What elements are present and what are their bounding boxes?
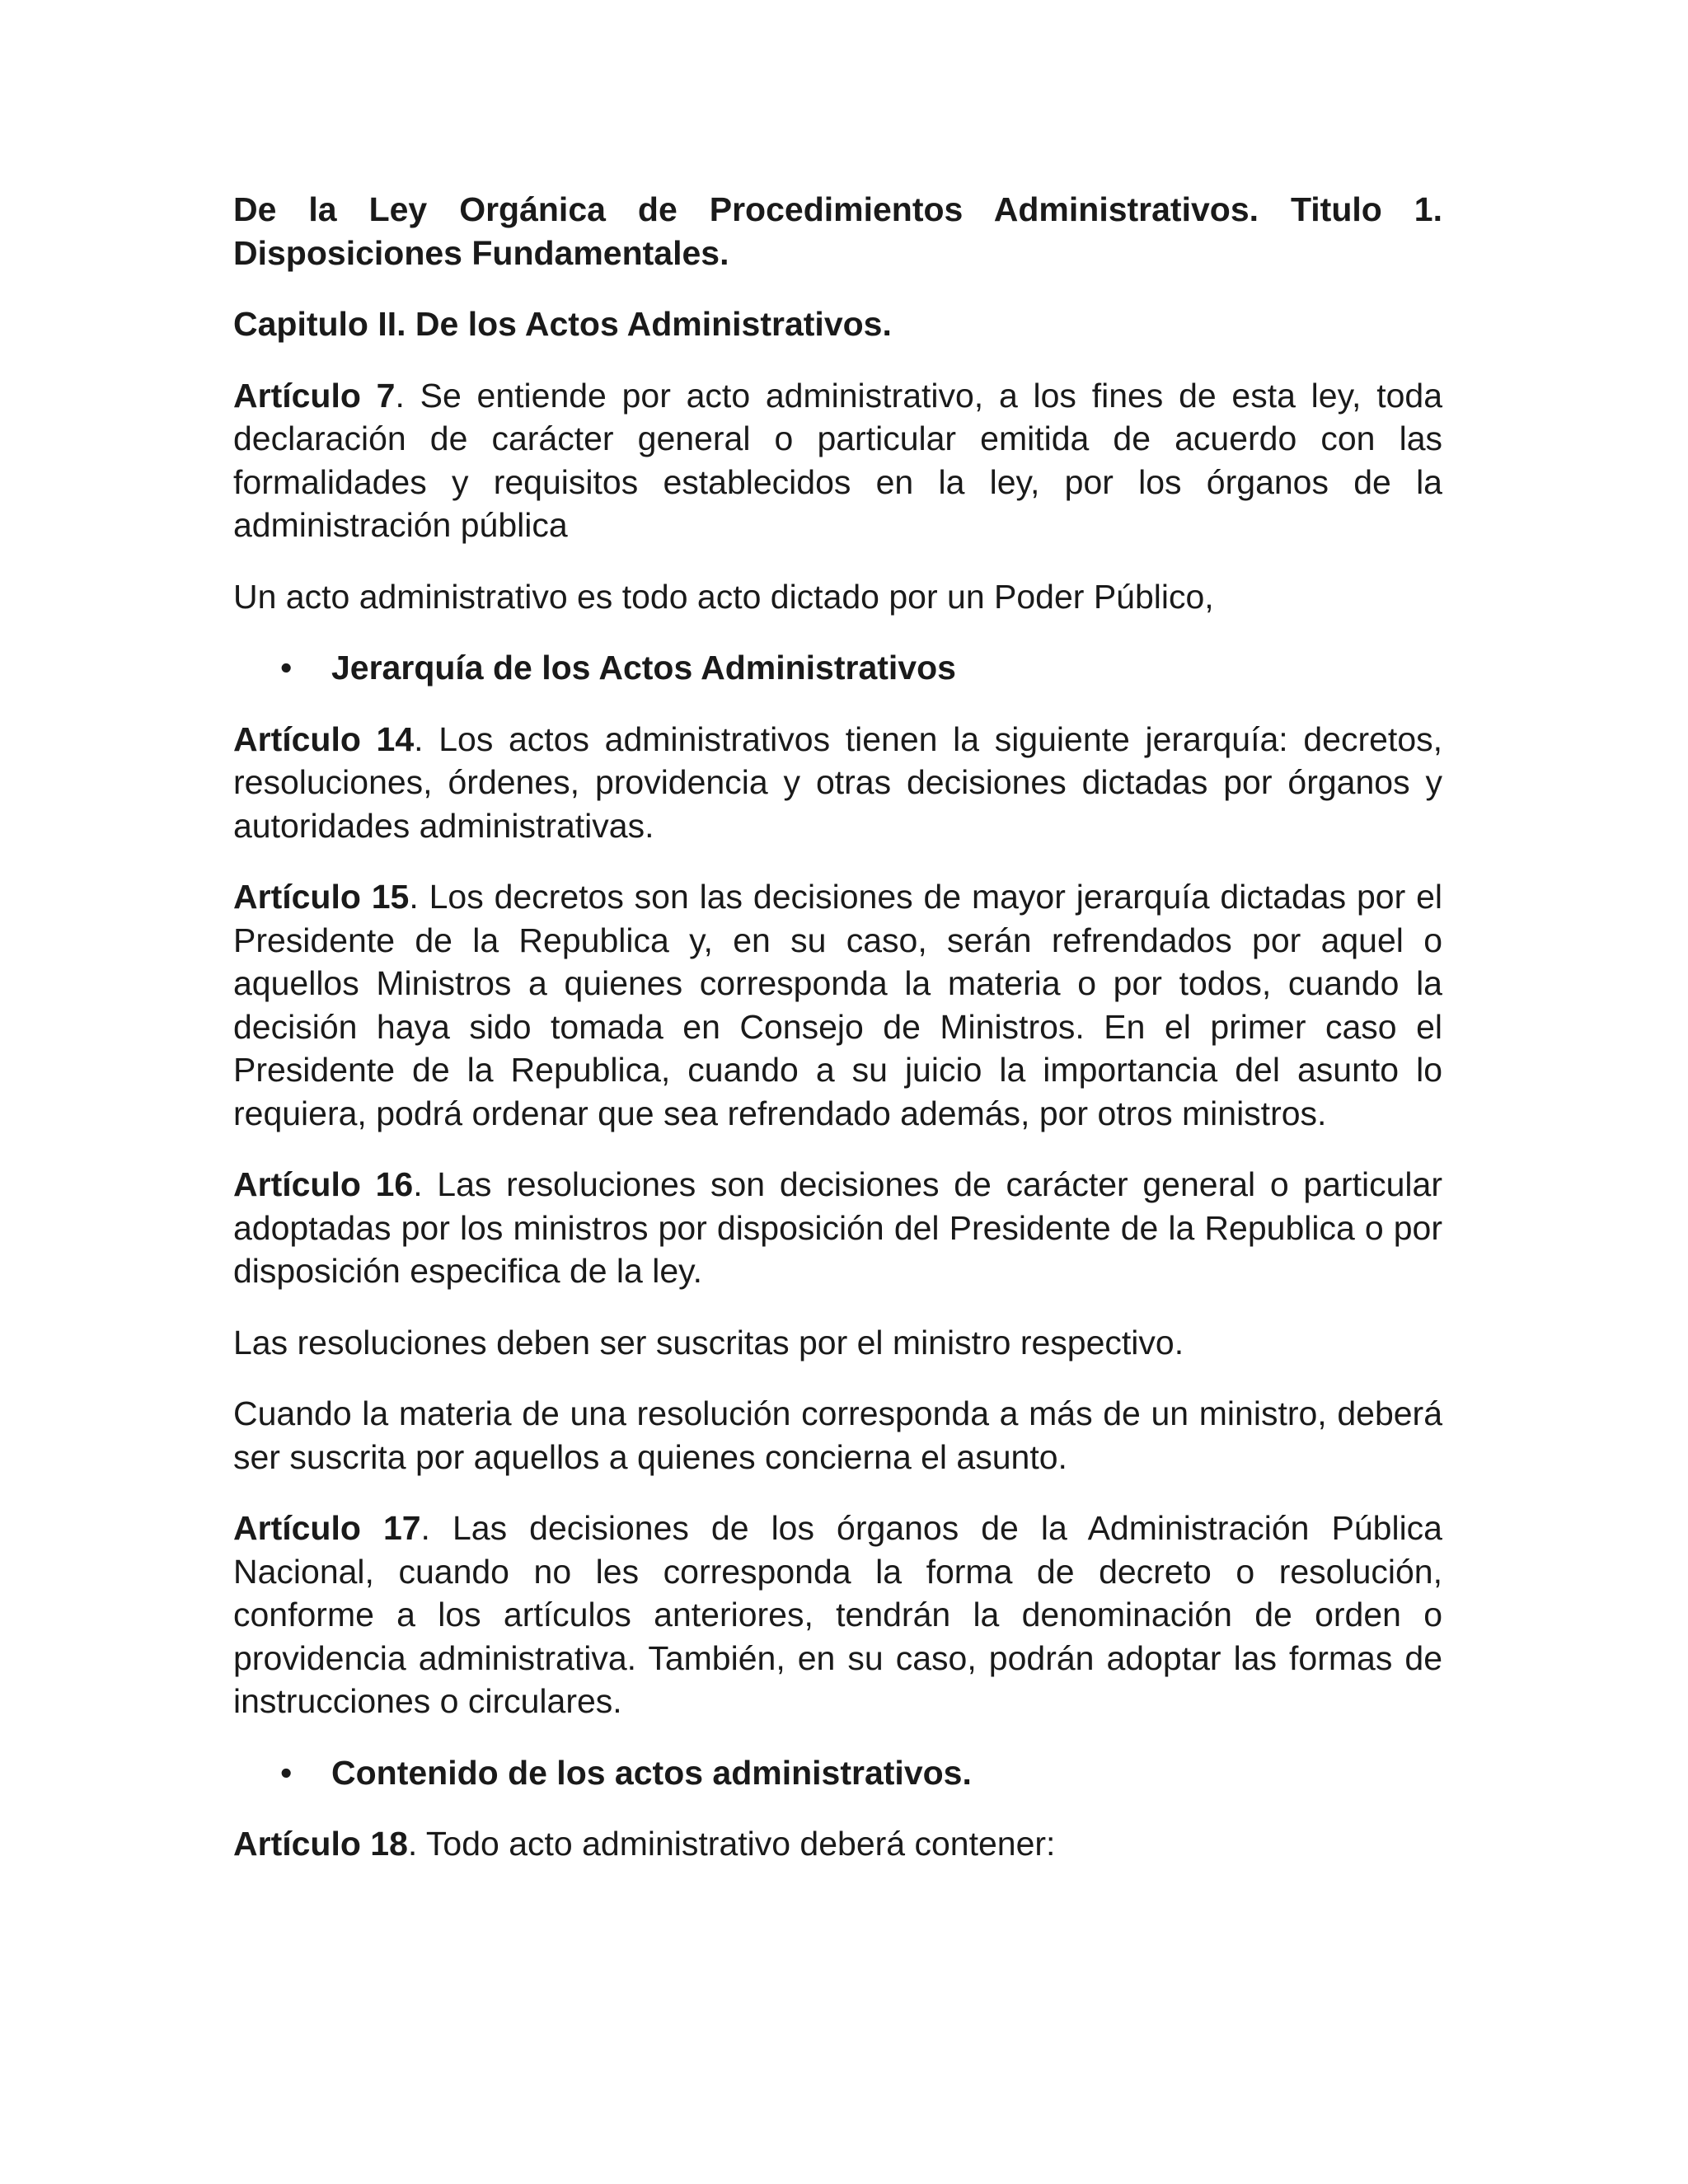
article-17-label: Artículo 17 <box>233 1509 421 1547</box>
document-heading: De la Ley Orgánica de Procedimientos Administrativos. Titulo 1. Disposiciones Fundamentales. <box>233 190 1442 272</box>
bullet-icon: • <box>280 1753 293 1792</box>
paragraph-acto: Un acto administrativo es todo acto dictado por un Poder Público, <box>233 577 1214 616</box>
bullet-jerarquia <box>233 646 1442 690</box>
article-7 <box>233 374 1442 547</box>
paragraph-resoluciones-1: Las resoluciones deben ser suscritas por el ministro respectivo. <box>233 1323 1184 1361</box>
article-7-text: . Se entiende por acto administrativo, a los fines de esta ley, toda declaración de carácter general o particular emitida de acuerdo con las formalidades y requisitos establecidos en la ley, por los órganos de la administración pública <box>233 376 1443 544</box>
article-14-label: Artículo 14 <box>233 719 415 758</box>
article-17-text: . Las decisiones de los órganos de la Administración Pública Nacional, cuando no les corresponda la forma de decreto o resolución, conforme a los artículos anteriores, tendrán la denominación de orden o providencia administrativa. También, en su caso, podrán adoptar las formas de instrucciones o circulares. <box>233 1509 1442 1720</box>
article-7-label: Artículo 7 <box>233 376 396 415</box>
article-16-text: . Las resoluciones son decisiones de carácter general o particular adoptadas por los ministros por disposición del Presidente de la Republica o por disposición especifica de la ley. <box>233 1165 1442 1290</box>
bullet-icon: • <box>280 649 293 687</box>
document-page <box>233 188 1442 1894</box>
article-15-text: . Los decretos son las decisiones de mayor jerarquía dictadas por el Presidente de la Republica y, en su caso, serán refrendados por aquel o aquellos Ministros a quienes corresponda la materia o por todos, cuando la decisión haya sido tomada en Consejo de Ministros. En el primer caso el Presidente de la Republica, cuando a su juicio la importancia del asunto lo requiera, podrá ordenar que sea refrendado además, por otros ministros. <box>233 878 1442 1132</box>
bullet-contenido-text: Contenido de los actos administrativos. <box>331 1753 972 1792</box>
bullet-contenido <box>233 1751 1442 1795</box>
article-18-label: Artículo 18 <box>233 1825 408 1863</box>
article-14 <box>233 718 1442 848</box>
bullet-jerarquia-text: Jerarquía de los Actos Administrativos <box>331 649 956 687</box>
chapter-title: Capitulo II. De los Actos Administrativos. <box>233 305 892 343</box>
article-17 <box>233 1507 1442 1723</box>
article-14-text: . Los actos administrativos tienen la siguiente jerarquía: decretos, resoluciones, órdenes, providencia y otras decisiones dictadas por órganos y autoridades administrativas. <box>233 719 1443 845</box>
article-18-text: . Todo acto administrativo deberá contener: <box>407 1825 1056 1863</box>
article-15 <box>233 875 1442 1135</box>
article-16 <box>233 1163 1442 1293</box>
article-18 <box>233 1822 1442 1866</box>
article-16-label: Artículo 16 <box>233 1165 414 1203</box>
paragraph-resoluciones-2: Cuando la materia de una resolución corresponda a más de un ministro, deberá ser suscrita por aquellos a quienes concierna el asunto. <box>233 1394 1442 1476</box>
article-15-label: Artículo 15 <box>233 878 410 916</box>
